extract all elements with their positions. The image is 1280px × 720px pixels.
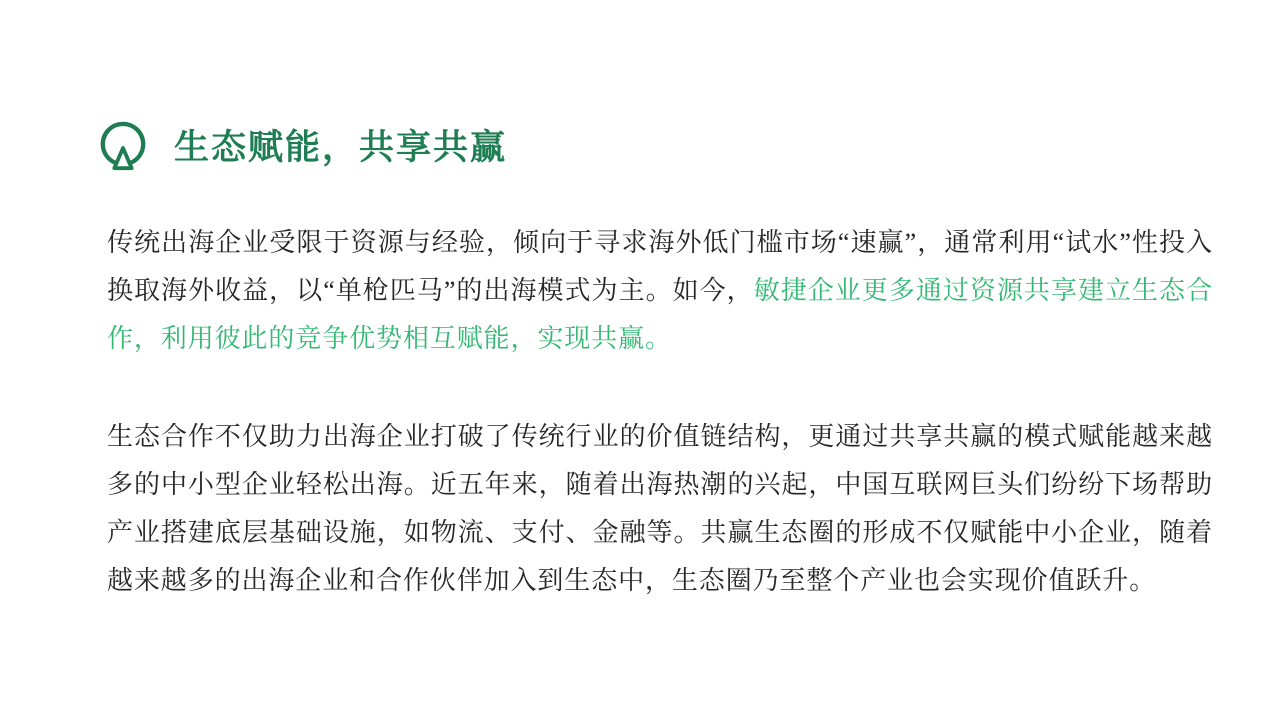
paragraph-1-normal-text: 传统出海企业受限于资源与经验，倾向于寻求海外低门槛市场“速赢”，通常利用“试水”性投入换取海外收益，以“单枪匹马”的出海模式为主。如今， [107, 228, 1213, 305]
page-title: 生态赋能，共享共赢 [174, 127, 508, 167]
slide-header [98, 118, 507, 176]
ecosystem-compass-icon [98, 118, 148, 176]
paragraph-1 [107, 219, 1213, 363]
paragraph-2-normal-text: 生态合作不仅助力出海企业打破了传统行业的价值链结构，更通过共享共赢的模式赋能越来越多的中小型企业轻松出海。近五年来，随着出海热潮的兴起，中国互联网巨头们纷纷下场帮助产业搭建底层基础设施，如物流、支付、金融等。共赢生态圈的形成不仅赋能中小企业，随着越来越多的出海企业和合作伙伴加入到生态中，生态圈乃至整个产业也会实现价值跃升。 [107, 422, 1213, 595]
paragraph-1-highlighted-text: 敏捷企业更多通过资源共享建立生态合作，利用彼此的竞争优势相互赋能，实现共赢。 [107, 276, 1213, 353]
slide-body [107, 219, 1213, 605]
paragraph-2 [107, 413, 1213, 605]
